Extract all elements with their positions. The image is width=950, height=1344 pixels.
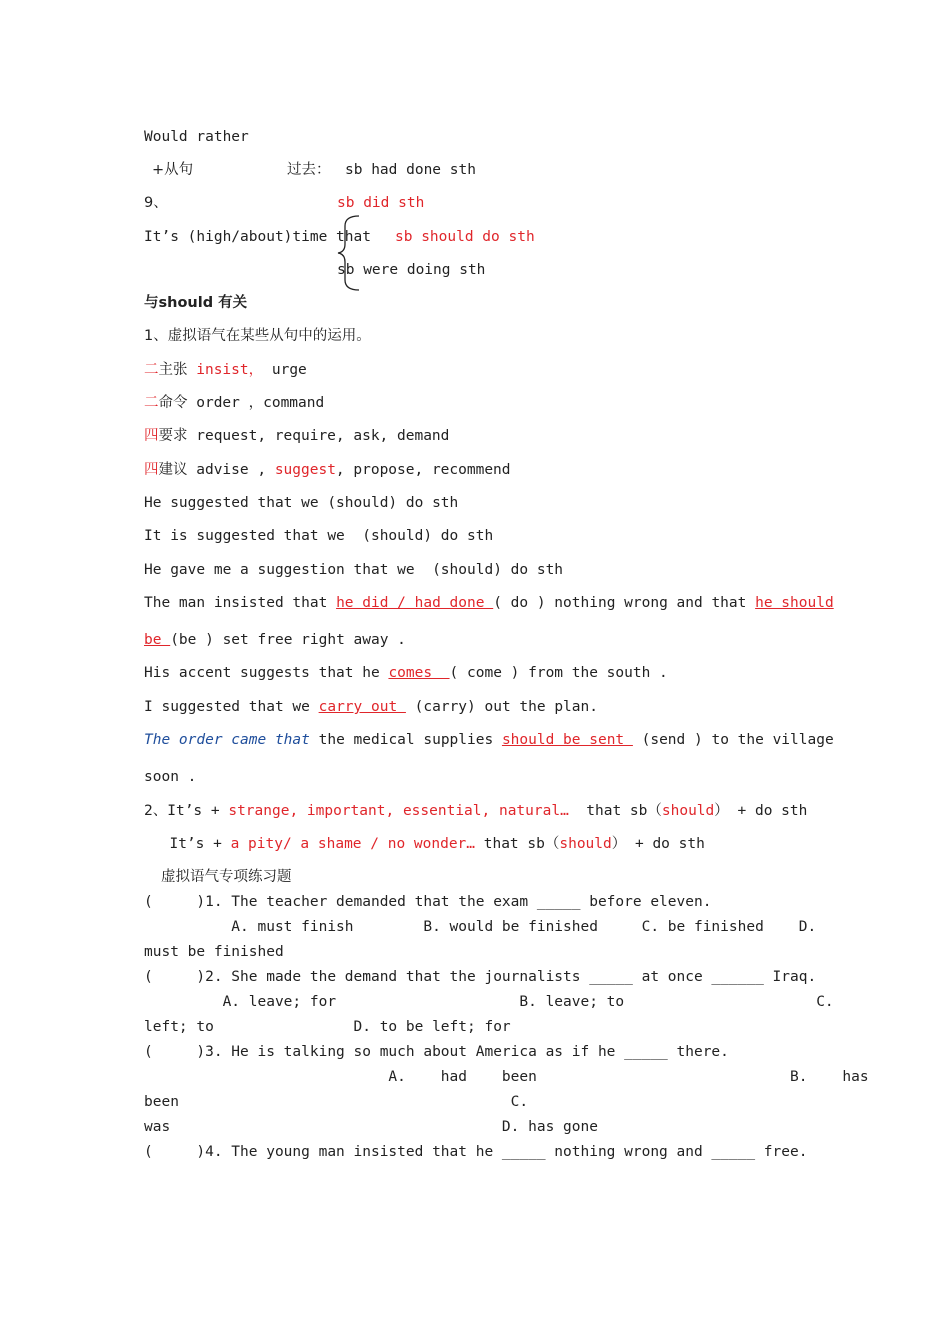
group-advise: 四建议 advise , suggest, propose, recommend (144, 462, 511, 478)
question-1: ( )1. The teacher demanded that the exam _____ before eleven. (144, 894, 712, 910)
group-insist: 二主张 insist， urge (144, 362, 307, 378)
order-sentence-cont: soon . (144, 769, 197, 785)
item2: 2、It’s + strange, important, essential, natural… that sb（should） + do sth (144, 803, 808, 819)
example-1: He suggested that we (should) do sth (144, 495, 459, 511)
example-3: He gave me a suggestion that we (should) do sth (144, 562, 564, 578)
accent-sentence: His accent suggests that he comes ( come ) from the south . (144, 665, 668, 681)
should-heading: 与should 有关 (144, 295, 248, 311)
nine-line: 9、 sb did sth (144, 195, 425, 211)
question-3-cont2: was D. has gone (144, 1119, 598, 1135)
practice-title: 虚拟语气专项练习题 (161, 869, 292, 885)
question-3-cont: been C. (144, 1094, 529, 1110)
insist-sentence-cont: be (be ) set free right away . (144, 632, 406, 648)
group-order: 二命令 order ，command (144, 395, 325, 411)
question-1-cont: must be finished (144, 944, 284, 960)
example-2: It is suggested that we (should) do sth (144, 528, 494, 544)
insist-sentence: The man insisted that he did / had done ( do ) nothing wrong and that he should (144, 595, 834, 611)
group-request: 四要求 request, require, ask, demand (144, 428, 450, 444)
question-1-options: A. must finish B. would be finished C. be finished D. (144, 919, 817, 935)
question-3-options: A. had been B. has (144, 1069, 869, 1085)
question-2: ( )2. She made the demand that the journalists _____ at once ______ Iraq. (144, 969, 817, 985)
question-2-cont: left; to D. to be left; for (144, 1019, 511, 1035)
clause-line: +从句 过去： sb had done sth (152, 162, 476, 178)
item2b: It’s + a pity/ a shame / no wonder… that sb（should） + do sth (152, 836, 705, 852)
carry-sentence: I suggested that we carry out (carry) out the plan. (144, 699, 598, 715)
question-3: ( )3. He is talking so much about America as if he _____ there. (144, 1044, 729, 1060)
order-sentence: The order came that the medical supplies should be sent (send ) to the village (144, 732, 834, 748)
question-4: ( )4. The young man insisted that he _____ nothing wrong and _____ free. (144, 1144, 808, 1160)
curly-brace (337, 214, 361, 292)
question-2-options: A. leave; for B. leave; to C. (144, 994, 834, 1010)
its-time-line: It’s (high/about)time that sb should do sth (144, 229, 535, 245)
item1: 1、虚拟语气在某些从句中的运用。 (144, 328, 371, 344)
would-rather-line: Would rather (144, 129, 249, 145)
